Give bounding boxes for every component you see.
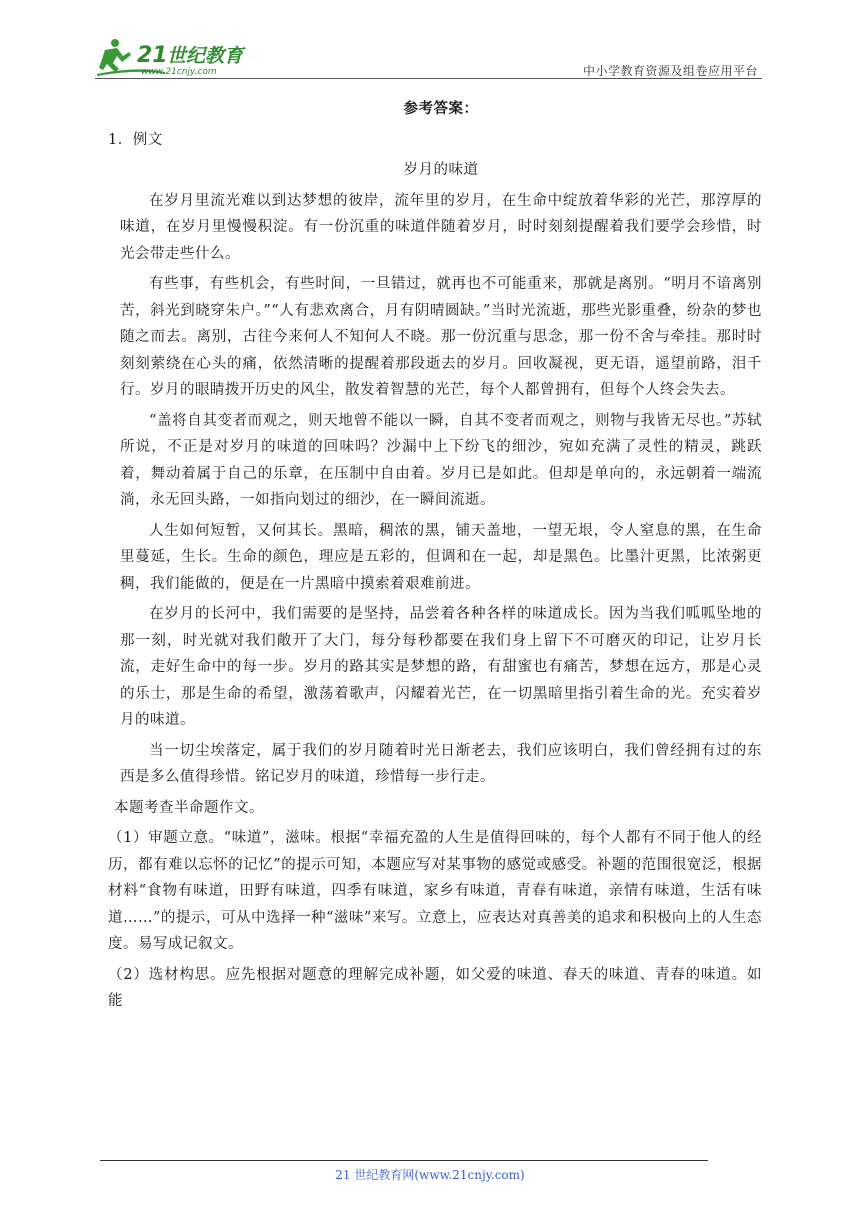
- essay-paragraph: 人生如何短暂，又何其长。黑暗，稠浓的黑，铺天盖地，一望无垠，令人窒息的黑，在生命里蔓延，生长。生命的颜色，理应是五彩的，但调和在一起，却是黑色。比墨汁更黑，比浓粥更稠，我们能做的，便是在一片黑暗中摸索着艰难前进。: [120, 522, 762, 592]
- page-footer: 21 世纪教育网(www.21cnjy.com): [335, 1168, 525, 1182]
- page-header: [95, 36, 762, 80]
- header-divider: [95, 78, 762, 79]
- answer-heading: 参考答案：: [403, 100, 479, 117]
- svg-text:世纪教育: 世纪教育: [167, 45, 244, 67]
- analysis-intro: 本题考查半命题作文。: [114, 799, 264, 816]
- analysis-point-2: （2）选材构思。应先根据对题意的理解完成补题，如父爱的味道、春天的味道、青春的味道。如能: [108, 966, 762, 1009]
- essay-paragraph: “盖将自其变者而观之，则天地曾不能以一瞬，自其不变者而观之，则物与我皆无尽也。”苏轼所说，不正是对岁月的味道的回味吗？沙漏中上下纷飞的细沙，宛如充满了灵性的精灵，跳跃着，舞动着属于自己的乐章，在压制中自由着。岁月已是如此。但却是单向的，永远朝着一端流淌，永无回头路，一如指向划过的细沙，在一瞬间流逝。: [120, 412, 762, 508]
- svg-text:21: 21: [137, 43, 168, 68]
- essay-paragraph: 在岁月的长河中，我们需要的是坚持，品尝着各种各样的味道成长。因为当我们呱呱坠地的那一刻，时光就对我们敞开了大门，每分每秒都要在我们身上留下不可磨灭的印记，让岁月长流，走好生命中的每一步。岁月的路其实是梦想的路，有甜蜜也有痛苦，梦想在远方，那是心灵的乐士，那是生命的希望，激荡着歌声，闪耀着光芒，在一切黑暗里指引着生命的光。充实着岁月的味道。: [120, 606, 762, 728]
- essay-paragraph: 当一切尘埃落定，属于我们的岁月随着时光日渐老去，我们应该明白，我们曾经拥有过的东西是多么值得珍惜。铭记岁月的味道，珍惜每一步行走。: [120, 742, 762, 785]
- site-logo: [95, 36, 265, 78]
- essay-paragraph: 在岁月里流光难以到达梦想的彼岸，流年里的岁月，在生命中绽放着华彩的光芒，那淳厚的味道，在岁月里慢慢积淀。有一份沉重的味道伴随着岁月，时时刻刻提醒着我们要学会珍惜，时光会带走些什么。: [120, 192, 762, 262]
- platform-name: 中小学教育资源及组卷应用平台: [582, 64, 758, 78]
- analysis-point-1: （1）审题立意。“味道”，滋味。根据“幸福充盈的人生是值得回味的，每个人都有不同于他人的经历，都有难以忘怀的记忆”的提示可知，本题应写对某事物的感觉或感受。补题的范围很宽泛，根据材料“食物有味道，田野有味道，四季有味道，家乡有味道，青春有味道，亲情有味道，生活有味道……”的提示，可从中选择一种“滋味”来写。立意上，应表达对真善美的追求和积极向上的人生态度。易写成记叙文。: [108, 830, 762, 952]
- essay-title: 岁月的味道: [403, 162, 479, 178]
- svg-text:www.21cnjy.com: www.21cnjy.com: [141, 67, 217, 77]
- answer-content: [108, 96, 762, 1019]
- essay-paragraph: 有些事，有些机会，有些时间，一旦错过，就再也不可能重来，那就是离别。“明月不谙离别苦，斜光到晓穿朱户。”“人有悲欢离合，月有阴晴圆缺。”当时光流逝，那些光影重叠，纷杂的梦也随之而去。离别，古往今来何人不知何人不晓。那一份沉重与思念，那一份不舍与牵挂。那时时刻刻萦绕在心头的痛，依然清晰的提醒着那段逝去的岁月。回收凝视，更无语，遥望前路，泪千行。岁月的眼睛拨开历史的风尘，散发着智慧的光芒，每个人都曾拥有，但每个人终会失去。: [120, 276, 762, 398]
- item-label: 1．例文: [108, 131, 163, 148]
- footer-divider: [100, 1160, 708, 1161]
